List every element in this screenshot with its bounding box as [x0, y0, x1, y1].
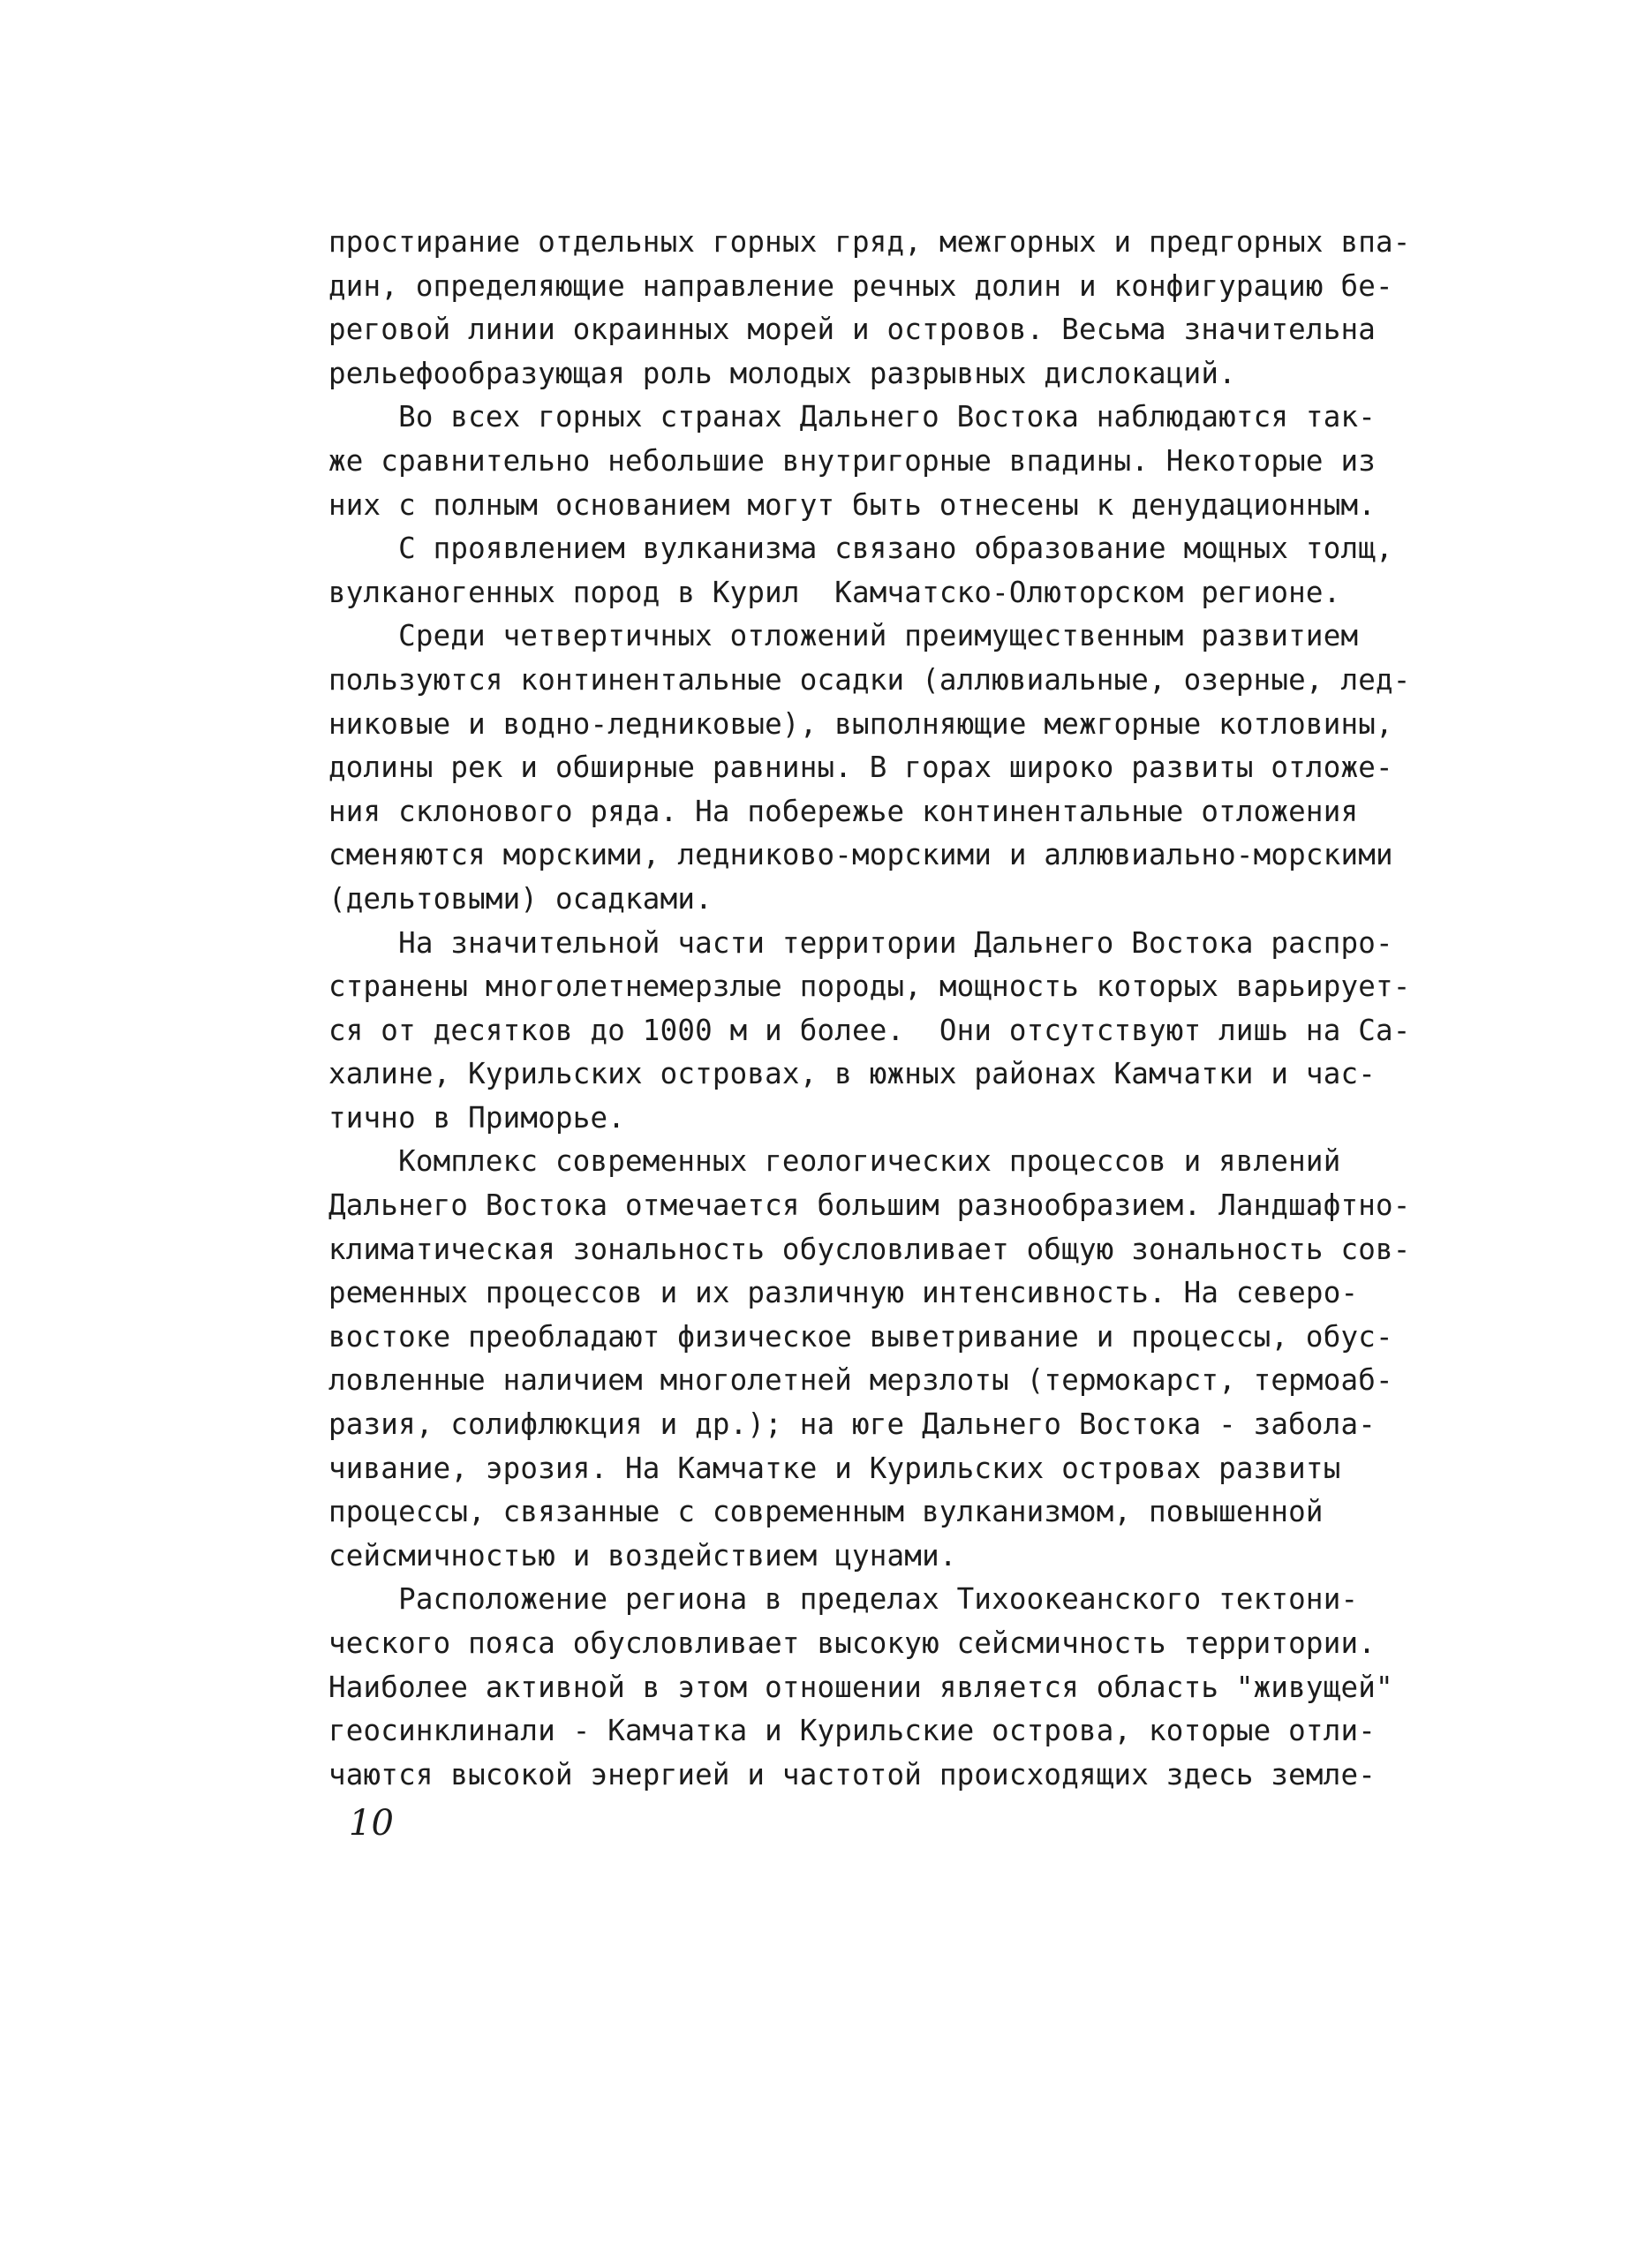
text-line: ременных процессов и их различную интенсивность. На северо-: [328, 1276, 1359, 1310]
text-line: разия, солифлюкция и др.); на юге Дальнего Востока - забола-: [328, 1407, 1376, 1442]
text-line: вулканогенных пород в Курил Камчатско-Олюторском регионе.: [328, 575, 1341, 609]
text-line: Дальнего Востока отмечается большим разнообразием. Ландшафтно-: [328, 1188, 1411, 1223]
text-line: ния склонового ряда. На побережье континентальные отложения: [328, 794, 1359, 828]
text-line: халине, Курильских островах, в южных районах Камчатки и час-: [328, 1057, 1376, 1091]
text-line: тично в Приморье.: [328, 1100, 626, 1135]
text-line: ся от десятков до 1000 м и более. Они отсутствуют лишь на Са-: [328, 1013, 1411, 1047]
text-line: чивание, эрозия. На Камчатке и Курильских островах развиты: [328, 1451, 1341, 1485]
text-line: С проявлением вулканизма связано образование мощных толщ,: [328, 532, 1393, 566]
text-line: ловленные наличием многолетней мерзлоты (термокарст, термоаб-: [328, 1363, 1393, 1398]
text-line: сменяются морскими, ледниково-морскими и аллювиально-морскими: [328, 838, 1393, 872]
text-line: странены многолетнемерзлые породы, мощность которых варьирует-: [328, 969, 1411, 1004]
text-line: геосинклинали - Камчатка и Курильские острова, которые отли-: [328, 1714, 1376, 1748]
text-line: климатическая зональность обусловливает общую зональность сов-: [328, 1232, 1411, 1266]
text-line: чаются высокой энергией и частотой происходящих здесь земле-: [328, 1757, 1376, 1792]
text-line: Наиболее активной в этом отношении является область "живущей": [328, 1670, 1393, 1704]
text-line: сейсмичностью и воздействием цунами.: [328, 1538, 957, 1573]
text-line: них с полным основанием могут быть отнесены к денудационным.: [328, 487, 1376, 522]
text-line: же сравнительно небольшие внутригорные впадины. Некоторые из: [328, 443, 1376, 478]
text-line: никовые и водно-ледниковые), выполняющие межгорные котловины,: [328, 706, 1393, 741]
text-line: На значительной части территории Дальнего Востока распро-: [328, 925, 1393, 960]
text-line: пользуются континентальные осадки (аллювиальные, озерные, лед-: [328, 662, 1411, 697]
text-line: (дельтовыми) осадками.: [328, 881, 713, 916]
text-line: Во всех горных странах Дальнего Востока наблюдаются так-: [328, 400, 1376, 434]
text-line: востоке преобладают физическое выветривание и процессы, обус-: [328, 1319, 1393, 1354]
text-line: простирание отдельных горных гряд, межгорных и предгорных впа-: [328, 225, 1411, 259]
text-line: процессы, связанные с современным вулканизмом, повышенной: [328, 1495, 1324, 1529]
text-line: рельефообразующая роль молодых разрывных дислокаций.: [328, 356, 1236, 390]
text-line: дин, определяющие направление речных долин и конфигурацию бе-: [328, 268, 1393, 303]
text-line: Комплекс современных геологических процессов и явлений: [328, 1144, 1341, 1179]
text-line: ческого пояса обусловливает высокую сейсмичность территории.: [328, 1626, 1376, 1660]
text-line: реговой линии окраинных морей и островов. Весьма значительна: [328, 313, 1376, 347]
body-text: [328, 221, 1432, 1797]
text-line: Среди четвертичных отложений преимущественным развитием: [328, 619, 1359, 653]
text-line: Расположение региона в пределах Тихоокеанского тектони-: [328, 1582, 1359, 1617]
text-line: долины рек и обширные равнины. В горах широко развиты отложе-: [328, 751, 1393, 785]
page-number: 10: [349, 1803, 394, 1844]
